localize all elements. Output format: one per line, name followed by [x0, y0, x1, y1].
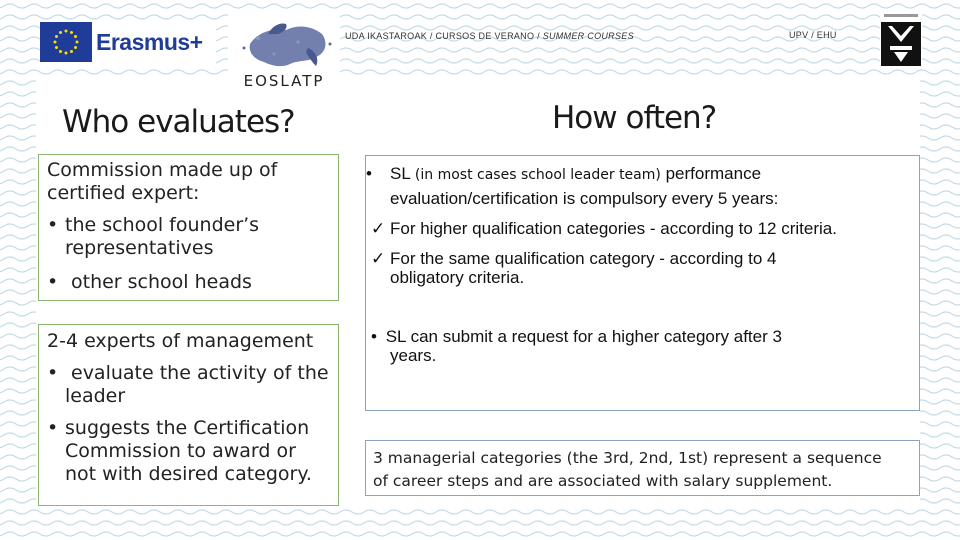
- commission-text: [47, 159, 330, 294]
- eu-star-icon: [59, 50, 62, 53]
- eu-flag-icon: [40, 22, 92, 62]
- right-heading: How often?: [552, 100, 717, 136]
- eu-star-icon: [55, 35, 58, 38]
- experts-box: [38, 324, 339, 506]
- list-item: • the school founder’s representatives: [47, 214, 330, 260]
- europe-map-icon: [228, 14, 340, 72]
- list-item: • SL (in most cases school leader team) performance: [366, 164, 762, 183]
- years-line: years.: [390, 346, 437, 365]
- erasmus-logo: [40, 22, 216, 66]
- check-icon: ✓: [371, 219, 386, 238]
- certified-expert-line: certified expert:: [47, 182, 200, 204]
- check-item-same: ✓ For the same qualification category - according to 4: [371, 249, 777, 268]
- course-header: [345, 31, 634, 41]
- request-item: • SL can submit a request for a higher category after 3: [371, 327, 782, 346]
- experts-text: [47, 330, 330, 486]
- erasmus-logo-text: Erasmus+: [96, 29, 203, 55]
- eu-star-icon: [70, 50, 73, 53]
- list-item: • other school heads: [47, 271, 330, 294]
- wave-line: [0, 70, 960, 74]
- eu-star-icon: [54, 41, 57, 44]
- upv-ehu-logo: [880, 12, 922, 68]
- wave-line: [0, 15, 960, 19]
- eu-star-icon: [59, 31, 62, 34]
- eu-star-icon: [65, 30, 68, 33]
- eoslatp-logo-text: EOSLATP: [243, 72, 325, 90]
- categories-box: [365, 440, 920, 496]
- eu-star-icon: [70, 31, 73, 34]
- check-item-higher: ✓ For higher qualification categories - according to 12 criteria.: [371, 219, 837, 238]
- eu-star-icon: [76, 41, 79, 44]
- course-header-italic: SUMMER COURSES: [542, 31, 634, 41]
- flag-background: [40, 22, 92, 62]
- experts-intro-line: 2-4 experts of management: [47, 330, 314, 352]
- eoslatp-logo: [228, 14, 340, 96]
- course-header-plain: UDA IKASTAROAK / CURSOS DE VERANO /: [345, 31, 543, 41]
- wave-line: [0, 510, 960, 514]
- eu-star-icon: [74, 46, 77, 49]
- frequency-text: [366, 164, 921, 185]
- commission-box: [38, 154, 339, 301]
- wave-line: [0, 532, 960, 536]
- university-label: UPV / EHU: [789, 30, 837, 40]
- wave-line: [0, 4, 960, 8]
- left-heading: Who evaluates?: [62, 104, 295, 140]
- wave-line: [0, 521, 960, 525]
- frequency-box: [365, 155, 920, 411]
- upv-tree-icon: [880, 12, 922, 68]
- compulsory-line: evaluation/certification is compulsory every 5 years:: [390, 189, 779, 208]
- obligatory-line: obligatory criteria.: [390, 268, 525, 287]
- eu-star-icon: [65, 52, 68, 55]
- categories-text: 3 managerial categories (the 3rd, 2nd, 1st) represent a sequence of career steps and are associated with salary supplement.: [373, 449, 882, 490]
- eu-star-icon: [74, 35, 77, 38]
- commission-line: Commission made up of: [47, 159, 278, 181]
- check-icon: ✓: [371, 249, 386, 268]
- list-item: • evaluate the activity of the leader: [47, 362, 330, 408]
- list-item: • suggests the Certification Commission to award or not with desired category.: [47, 417, 330, 486]
- eu-star-icon: [55, 46, 58, 49]
